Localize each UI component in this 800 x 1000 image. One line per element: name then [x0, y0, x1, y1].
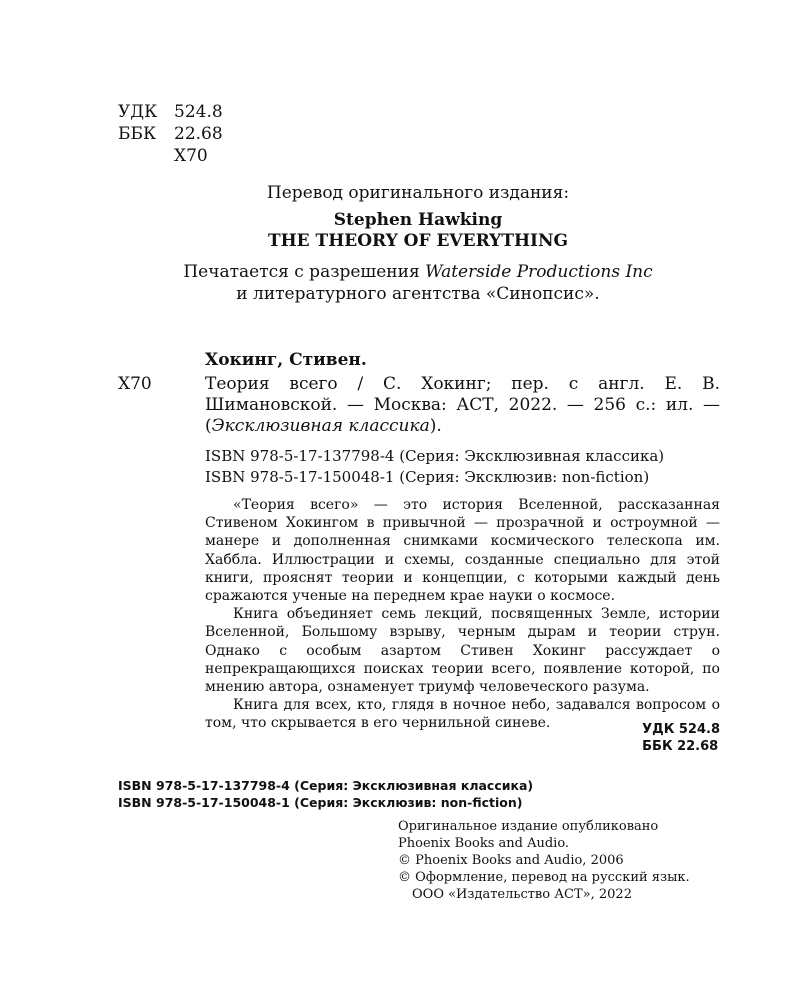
index-udk: УДК 524.8	[642, 722, 720, 737]
permission-publisher: Waterside Productions Inc	[425, 262, 653, 282]
udk-value: 524.8	[174, 102, 223, 122]
udk-label: УДК	[118, 102, 158, 122]
original-edition-heading: Перевод оригинального издания:	[266, 183, 570, 203]
permission-line-2: и литературного агентства «Синопсис».	[236, 284, 600, 304]
index-bbk: ББК 22.68	[642, 739, 719, 754]
bbk-label: ББК	[118, 124, 157, 144]
udk-line	[118, 102, 223, 122]
bbk-line	[118, 124, 223, 144]
bibliography-record	[205, 374, 720, 437]
annotation-paragraph: «Теория всего» — это история Вселенной, рассказанная Стивеном Хокингом в привычной — прозрачной и остроумной — манере и дополненная снимками космического телескопа им. Хаббла. Иллюстрации и схемы, созданные специально для этой книги, прояснят теории и концепции, с которыми каждый день сражаются ученые на переднем крае науки о космосе.	[205, 497, 720, 605]
copyright-line: ООО «Издательство АСТ», 2022	[412, 887, 632, 902]
isbn-bottom-item: ISBN 978-5-17-137798-4 (Серия: Эксклюзивная классика)	[118, 778, 534, 793]
annotation-paragraph: Книга для всех, кто, глядя в ночное небо, задавался вопросом о том, что скрывается в его чернильной синеве.	[205, 697, 720, 732]
bibliography-mark: Х70	[118, 374, 152, 394]
copyright-line: Оригинальное издание опубликовано	[398, 819, 659, 834]
isbn-item: ISBN 978-5-17-137798-4 (Серия: Эксклюзивная классика)	[205, 447, 665, 465]
copyright-block	[398, 818, 690, 903]
bibliography-text: Теория всего / С. Хокинг; пер. с англ. Е. В. Шимановской. — Москва: АСТ, 2022. — 256 с.: ил. — (	[205, 374, 720, 436]
annotation	[205, 496, 720, 733]
bbk-value: 22.68	[174, 124, 223, 144]
original-title: THE THEORY OF EVERYTHING	[267, 231, 569, 251]
isbn-bottom	[118, 777, 533, 811]
permission-line-1	[118, 262, 718, 282]
index-codes	[642, 721, 720, 755]
original-author: Stephen Hawking	[333, 210, 503, 230]
annotation-paragraph: Книга объединяет семь лекций, посвященных Земле, истории Вселенной, Большому взрыву, черным дырам и теории струн. Однако с особым азартом Стивен Хокинг рассуждает о непрекращающихся поисках теории всего, появление которой, по мнению автора, ознаменует триумф человеческого разума.	[205, 606, 720, 696]
author-mark-line	[118, 146, 208, 166]
bibliography-series: Эксклюзивная классика	[211, 416, 430, 436]
copyright-line: Phoenix Books and Audio.	[398, 836, 570, 851]
isbn-bottom-item: ISBN 978-5-17-150048-1 (Серия: Эксклюзив: non-fiction)	[118, 795, 523, 810]
copyright-line: © Phoenix Books and Audio, 2006	[398, 853, 624, 868]
copyright-line: © Оформление, перевод на русский язык.	[398, 870, 690, 885]
isbn-item: ISBN 978-5-17-150048-1 (Серия: Эксклюзив: non-fiction)	[205, 468, 650, 486]
bibliography-text-end: ).	[429, 416, 442, 436]
bibliography-author-heading: Хокинг, Стивен.	[205, 350, 367, 370]
permission-prefix: Печатается с разрешения	[183, 262, 426, 282]
author-mark: Х70	[174, 146, 208, 166]
isbn-list	[205, 446, 664, 488]
